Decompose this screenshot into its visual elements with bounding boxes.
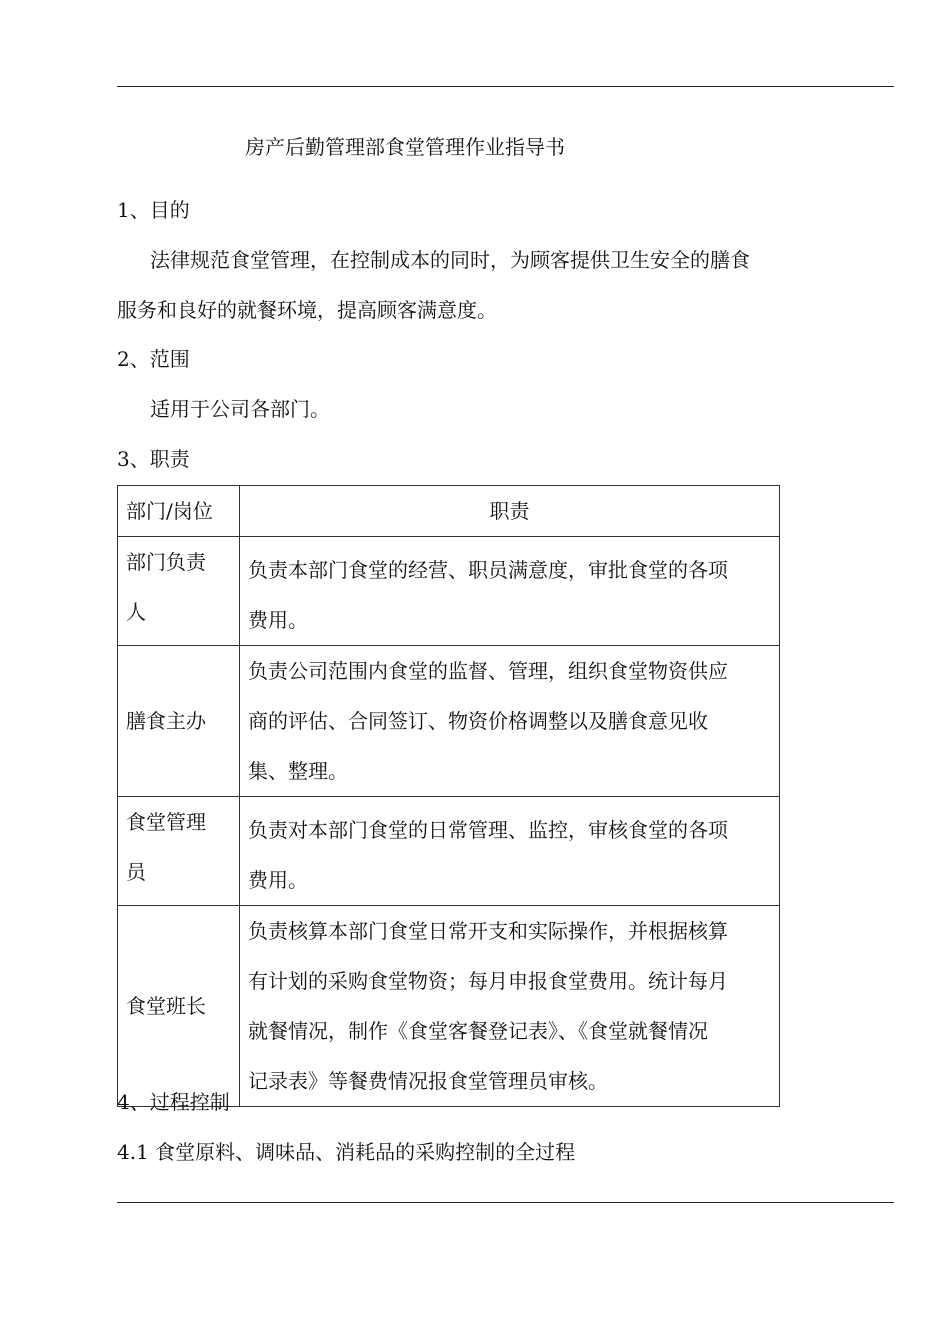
duty-line: 费用。: [248, 868, 308, 892]
dept-cell: [118, 646, 240, 797]
dept-line: 食堂班长: [126, 994, 206, 1018]
header-rule: [117, 86, 894, 87]
duty-line: 负责本部门食堂的经营、职员满意度，审批食堂的各项: [248, 558, 728, 582]
section-4-1-heading: 4.1 食堂原料、调味品、消耗品的采购控制的全过程: [117, 1140, 576, 1164]
responsibility-table: [117, 485, 780, 1107]
dept-line: 员: [126, 860, 146, 884]
dept-line: 食堂管理: [126, 810, 206, 834]
duty-cell: [240, 906, 780, 1107]
duty-line: 就餐情况，制作《食堂客餐登记表》、《食堂就餐情况: [248, 1019, 708, 1043]
duty-line: 记录表》等餐费情况报食堂管理员审核。: [248, 1069, 608, 1093]
duty-line: 负责核算本部门食堂日常开支和实际操作，并根据核算: [248, 919, 728, 943]
footer-rule: [117, 1202, 894, 1203]
table-header-row: [118, 486, 780, 537]
table-row: [118, 906, 780, 1107]
dept-line: 人: [126, 600, 146, 624]
duty-line: 负责公司范围内食堂的监督、管理，组织食堂物资供应: [248, 659, 728, 683]
duty-cell: [240, 797, 780, 906]
section-3-heading: 3、职责: [117, 447, 190, 471]
duty-line: 有计划的采购食堂物资；每月申报食堂费用。统计每月: [248, 969, 728, 993]
section-2-heading: 2、范围: [117, 347, 190, 371]
dept-cell: [118, 537, 240, 646]
table-row: [118, 797, 780, 906]
duty-line: 负责对本部门食堂的日常管理、监控，审核食堂的各项: [248, 818, 728, 842]
dept-cell: [118, 797, 240, 906]
header-dept: 部门/岗位: [118, 486, 240, 537]
duty-cell: [240, 646, 780, 797]
section-1-heading: 1、目的: [117, 198, 190, 222]
table-row: [118, 646, 780, 797]
duty-cell: [240, 537, 780, 646]
section-2-text: 适用于公司各部门。: [150, 397, 330, 421]
duty-line: 集、整理。: [248, 759, 348, 783]
dept-cell: [118, 906, 240, 1107]
section-1-text-line-1: 法律规范食堂管理，在控制成本的同时，为顾客提供卫生安全的膳食: [150, 248, 750, 272]
section-4-heading: 4、过程控制: [117, 1090, 230, 1114]
dept-line: 部门负责: [126, 550, 206, 574]
section-1-text-line-2: 服务和良好的就餐环境，提高顾客满意度。: [117, 298, 497, 322]
dept-line: 膳食主办: [126, 709, 206, 733]
table-row: [118, 537, 780, 646]
header-duty: 职责: [240, 486, 780, 537]
document-title: 房产后勤管理部食堂管理作业指导书: [245, 135, 565, 159]
duty-line: 费用。: [248, 608, 308, 632]
duty-line: 商的评估、合同签订、物资价格调整以及膳食意见收: [248, 709, 708, 733]
